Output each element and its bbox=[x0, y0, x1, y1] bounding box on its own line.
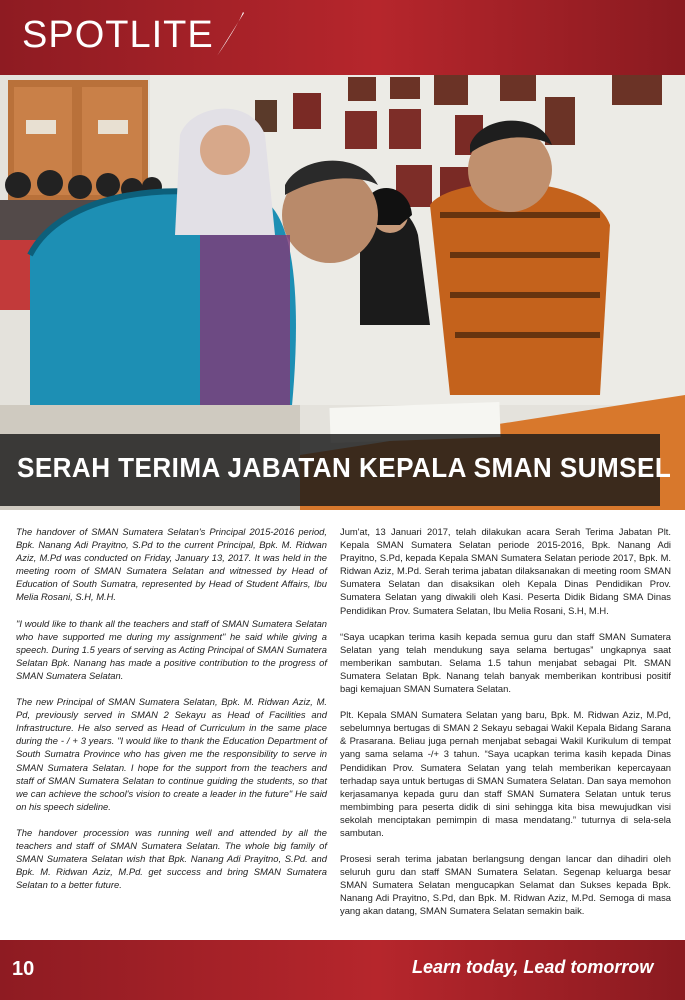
indonesian-paragraph: Plt. Kepala SMAN Sumatera Selatan yang baru, Bpk. M. Ridwan Aziz, M.Pd, sebelumnya bertugas di SMAN 2 Sekayu sebagai Wakil Kepala Bidang Sarana & Prasarana. Beliau juga pernah menjabat sebagai Wakil Kurikulum di tempat yang sama selama -/+ 3 tahun. “Saya ucapkan terima kasih kepada Dinas Pendidikan Prov. Sumatera Selatan yang telah memberikan kepercayaan terhadap saya untuk bertugas di SMAN Sumatera Selatan. Dan saya memohon kerjasamanya kepada guru dan staff SMAN Sumatera Selatan untuk terus membimbing para peserta didik di sini sehingga kita bisa mewujudkan visi sekolah menciptakan pemimpin di masa mendatang.” tuturnya di sela-sela sambutan. bbox=[340, 709, 671, 838]
english-paragraph: The new Principal of SMAN Sumatera Selatan, Bpk. M. Ridwan Aziz, M. Pd, previously served in SMAN 2 Sekayu as Head of Facilities and Infrastructure. He also served as Head of Curriculum in the same place during the - / + 3 years. "I would like to thank the Education Department of South Sumatra Province who has given me the responsibility to serve in SMAN Sumatera Selatan. I hope for the support from the teachers and staff of SMAN Sumatera Selatan to continue guiding the students, so that we can achieve the school's vision to create a leader in the future" He said on his speech sideline. bbox=[16, 696, 327, 812]
pen-stroke-icon bbox=[213, 10, 247, 58]
indonesian-column bbox=[340, 525, 671, 931]
page-number: 10 bbox=[12, 958, 35, 980]
article-headline: SERAH TERIMA JABATAN KEPALA SMAN SUMSEL bbox=[17, 452, 672, 483]
indonesian-paragraph: Jum'at, 13 Januari 2017, telah dilakukan acara Serah Terima Jabatan Plt. Kepala SMAN Sumatera Selatan periode 2015-2016, Bpk. Nanang Adi Prayitno, S.Pd, kepada Kepala SMAN Sumatera Selatan periode 2017, Bpk. M. Ridwan Aziz, M.Pd. Serah terima jabatan dilaksanakan di meeting room SMAN Sumatera Selatan dan disaksikan oleh Kepala Dinas Pendidikan Prov. Sumatera Selatan yang diwakili oleh Kasi. Peserta Didik Bidang SMA Dinas Pendidikan Prov. Sumatera Selatan, Ibu Melia Rosani, S.H, M.H. bbox=[340, 526, 671, 616]
english-column bbox=[16, 525, 327, 904]
english-paragraph: The handover procession was running well and attended by all the teachers and staff of SMAN Sumatera Selatan. The whole big family of SMAN Sumatera Selatan wish that Bpk. Nanang Adi Prayitno, S.Pd. and Bpk. M. Ridwan Aziz, M.Pd. get success and bring SMAN Sumatera Selatan to a better future. bbox=[16, 826, 327, 891]
section-title: SPOTLITE bbox=[22, 14, 214, 56]
english-paragraph: "I would like to thank all the teachers and staff of SMAN Sumatera Selatan who have supported me during my assignment" he said while giving a speech. During 1.5 years of serving as Acting Principal of SMAN Sumatera Selatan Bpk. Nanang has made a positive contribution to the progress of SMAN Sumatera Selatan. bbox=[16, 617, 327, 681]
english-paragraph: The handover of SMAN Sumatera Selatan's Principal 2015-2016 period, Bpk. Nanang Adi Prayitno, S.Pd to the current Principal, Bpk. M. Ridwan Aziz, M.Pd was conducted on Friday, January 13, 2017. It was held in the meeting room of SMAN Sumatera Selatan and witnessed by Head of Education of South Sumatra, represented by Head of Student Affairs, Ibu Melia Rosani, S.H, M.H. bbox=[16, 526, 327, 603]
footer-tagline: Learn today, Lead tomorrow bbox=[412, 957, 654, 977]
indonesian-paragraph: Prosesi serah terima jabatan berlangsung dengan lancar dan dihadiri oleh seluruh guru dan staff SMAN Sumatera Selatan. Segenap keluarga besar SMAN Sumatera Selatan mengucapkan Selamat dan Sukses kepada Bpk. Nanang Adi Prayitno, S.Pd, dan Bpk. M. Ridwan Aziz, M.Pd. Semoga di masa yang akan datang, SMAN Sumatera Selatan semakin baik. bbox=[340, 853, 671, 917]
indonesian-paragraph: “Saya ucapkan terima kasih kepada semua guru dan staff SMAN Sumatera Selatan yang telah mendukung saya selama bertugas” ungkapnya saat memberikan sambutan. Selama 1.5 tahun menjabat sebagai Plt. SMAN Sumatera Selatan Bpk. Nanang telah banyak memberikan kontribusi positif bagi kemajuan SMAN Sumatera Selatan. bbox=[340, 630, 671, 695]
